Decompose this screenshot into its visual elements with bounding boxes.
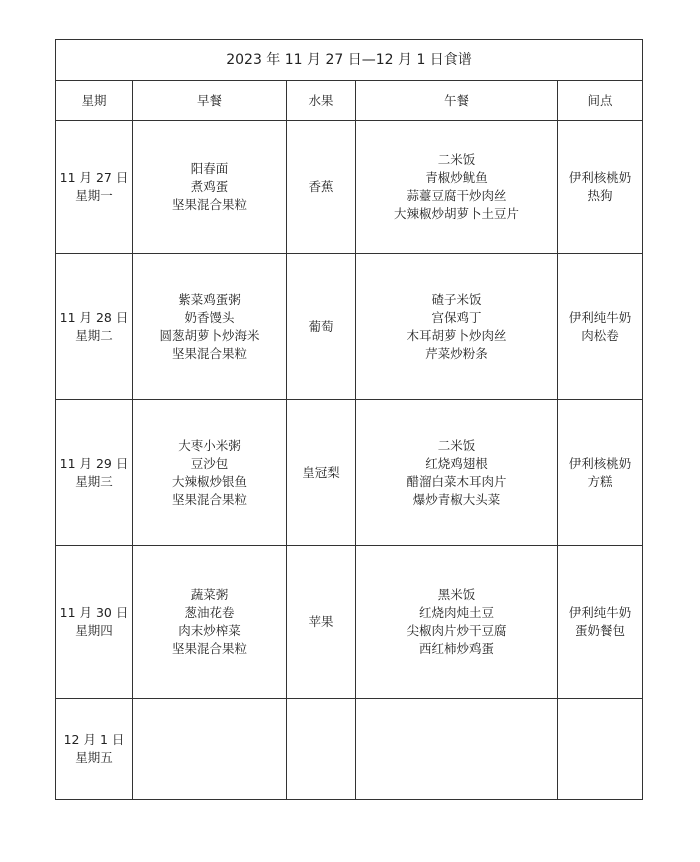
date-text: 12 月 1 日 — [63, 732, 125, 747]
breakfast-item: 豆沙包 — [190, 455, 229, 471]
header-lunch: 午餐 — [356, 81, 558, 121]
breakfast-item: 葱油花卷 — [184, 605, 235, 620]
day-cell — [56, 121, 133, 254]
fruit-cell — [287, 254, 356, 400]
date-text: 11 月 30 日 — [59, 605, 129, 620]
date-text: 11 月 27 日 — [59, 170, 129, 185]
table-row — [56, 254, 643, 400]
lunch-item: 黑米饭 — [437, 587, 476, 602]
fruit-item: 葡萄 — [308, 318, 334, 334]
snack-item: 伊利核桃奶 — [568, 455, 632, 471]
breakfast-cell — [133, 699, 287, 800]
lunch-item: 西红柿炒鸡蛋 — [418, 641, 494, 656]
breakfast-item: 坚果混合果粒 — [171, 197, 247, 212]
date-text: 11 月 28 日 — [59, 309, 129, 325]
snack-item: 蛋奶餐包 — [575, 623, 626, 638]
breakfast-item: 坚果混合果粒 — [171, 491, 247, 507]
snack-item: 伊利纯牛奶 — [568, 309, 632, 325]
snack-item: 伊利纯牛奶 — [568, 605, 632, 620]
table-row — [56, 400, 643, 546]
snack-item: 方糕 — [587, 473, 613, 489]
lunch-item: 青椒炒鱿鱼 — [425, 170, 488, 185]
fruit-item: 皇冠梨 — [302, 464, 340, 480]
weekday-text: 星期四 — [75, 623, 113, 638]
lunch-cell — [356, 546, 558, 699]
breakfast-cell — [133, 121, 287, 254]
lunch-cell — [356, 699, 558, 800]
table-row — [56, 699, 643, 800]
header-row — [56, 81, 643, 121]
weekday-text: 星期五 — [75, 750, 113, 765]
lunch-item: 醋溜白菜木耳肉片 — [406, 473, 507, 489]
fruit-cell — [287, 699, 356, 800]
date-text: 11 月 29 日 — [59, 455, 129, 471]
lunch-item: 尖椒肉片炒干豆腐 — [406, 623, 507, 638]
title-row — [56, 40, 643, 81]
snack-cell — [558, 699, 643, 800]
breakfast-cell — [133, 254, 287, 400]
header-breakfast: 早餐 — [133, 81, 287, 121]
fruit-cell — [287, 121, 356, 254]
fruit-item: 香蕉 — [308, 179, 334, 194]
weekday-text: 星期三 — [75, 473, 113, 489]
header-fruit: 水果 — [287, 81, 356, 121]
header-day: 星期 — [56, 81, 133, 121]
day-cell — [56, 546, 133, 699]
menu-title: 2023 年 11 月 27 日—12 月 1 日食谱 — [56, 40, 643, 81]
day-cell — [56, 254, 133, 400]
weekday-text: 星期二 — [75, 327, 113, 343]
menu-table — [55, 39, 643, 800]
breakfast-item: 大辣椒炒银鱼 — [171, 473, 247, 489]
lunch-item: 蒜薹豆腐干炒肉丝 — [406, 188, 507, 203]
lunch-cell — [356, 254, 558, 400]
breakfast-item: 肉末炒榨菜 — [178, 623, 241, 638]
table-row — [56, 546, 643, 699]
lunch-cell — [356, 121, 558, 254]
breakfast-item: 坚果混合果粒 — [171, 345, 247, 361]
breakfast-item: 紫菜鸡蛋粥 — [178, 291, 241, 307]
fruit-cell — [287, 546, 356, 699]
lunch-item: 大辣椒炒胡萝卜土豆片 — [393, 206, 519, 221]
fruit-item: 苹果 — [308, 614, 334, 629]
fruit-cell — [287, 400, 356, 546]
lunch-item: 二米饭 — [437, 437, 476, 453]
lunch-item: 芹菜炒粉条 — [425, 345, 488, 361]
snack-item: 热狗 — [587, 188, 613, 203]
breakfast-item: 煮鸡蛋 — [190, 179, 229, 194]
breakfast-item: 阳春面 — [190, 161, 229, 176]
breakfast-item: 圆葱胡萝卜炒海米 — [159, 327, 260, 343]
breakfast-item: 坚果混合果粒 — [171, 641, 247, 656]
lunch-item: 爆炒青椒大头菜 — [412, 491, 501, 507]
breakfast-item: 蔬菜粥 — [190, 587, 229, 602]
snack-cell — [558, 254, 643, 400]
lunch-cell — [356, 400, 558, 546]
breakfast-cell — [133, 546, 287, 699]
snack-cell — [558, 546, 643, 699]
lunch-item: 碴子米饭 — [431, 291, 482, 307]
breakfast-item: 奶香馒头 — [184, 309, 235, 325]
lunch-item: 木耳胡萝卜炒肉丝 — [406, 327, 507, 343]
snack-cell — [558, 121, 643, 254]
snack-item: 肉松卷 — [581, 327, 619, 343]
day-cell — [56, 400, 133, 546]
lunch-item: 红烧鸡翅根 — [425, 455, 488, 471]
table-row — [56, 121, 643, 254]
day-cell — [56, 699, 133, 800]
lunch-item: 二米饭 — [437, 152, 476, 167]
snack-cell — [558, 400, 643, 546]
lunch-item: 宫保鸡丁 — [431, 309, 482, 325]
snack-item: 伊利核桃奶 — [568, 170, 632, 185]
breakfast-cell — [133, 400, 287, 546]
header-snack: 间点 — [558, 81, 643, 121]
breakfast-item: 大枣小米粥 — [178, 437, 241, 453]
lunch-item: 红烧肉炖土豆 — [418, 605, 494, 620]
weekday-text: 星期一 — [75, 188, 113, 203]
